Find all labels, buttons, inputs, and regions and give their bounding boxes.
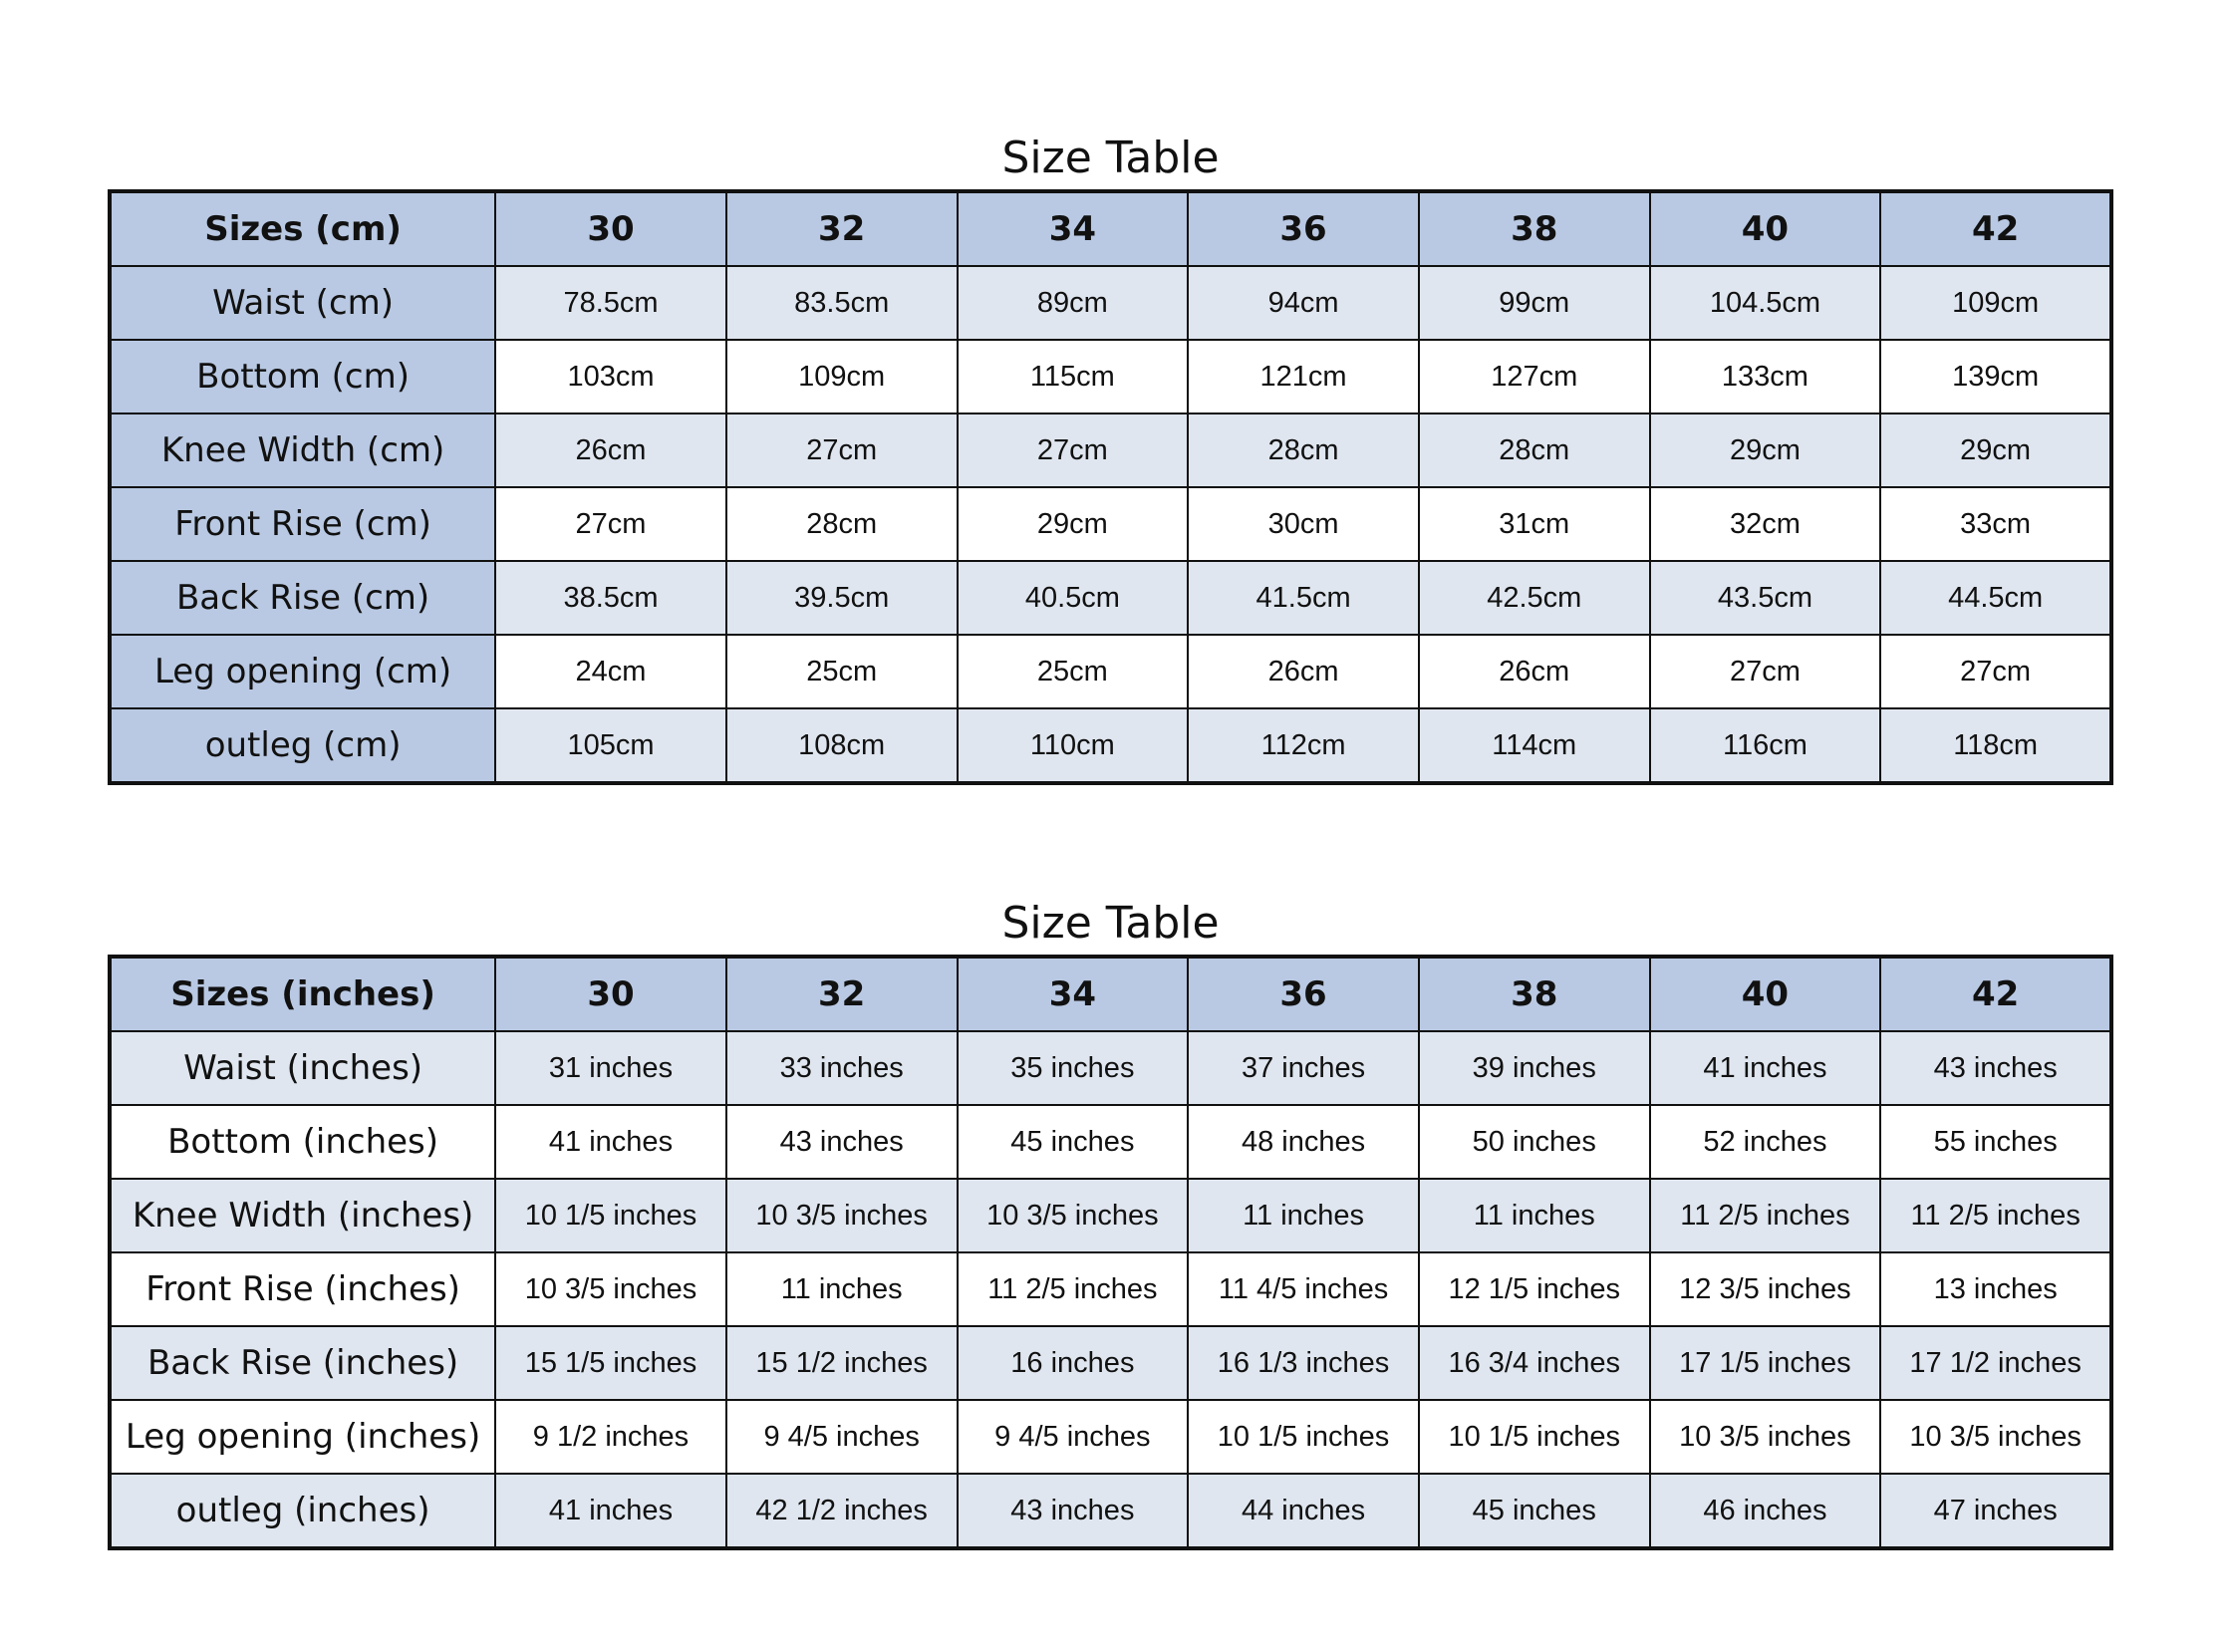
table-cell: 43 inches bbox=[1880, 1031, 2111, 1105]
table-cell: 11 4/5 inches bbox=[1188, 1252, 1419, 1326]
table-cell: 39.5cm bbox=[726, 561, 958, 635]
table-cell: 44.5cm bbox=[1880, 561, 2111, 635]
table-row bbox=[110, 1474, 2111, 1548]
row-label: Leg opening (cm) bbox=[110, 635, 495, 708]
table-cell: 33cm bbox=[1880, 487, 2111, 561]
table-cell: 26cm bbox=[495, 413, 726, 487]
table-title: Size Table bbox=[1001, 898, 1220, 949]
table-row bbox=[110, 1031, 2111, 1105]
table-cell: 24cm bbox=[495, 635, 726, 708]
size-table-inches-section bbox=[108, 893, 2113, 1550]
table-row bbox=[110, 340, 2111, 413]
table-cell: 35 inches bbox=[958, 1031, 1189, 1105]
row-label: Knee Width (cm) bbox=[110, 413, 495, 487]
size-header: 30 bbox=[495, 957, 726, 1031]
table-row bbox=[110, 1179, 2111, 1252]
table-cell: 48 inches bbox=[1188, 1105, 1419, 1179]
table-cell: 10 1/5 inches bbox=[495, 1179, 726, 1252]
table-cell: 45 inches bbox=[1419, 1474, 1650, 1548]
table-cell: 11 2/5 inches bbox=[1880, 1179, 2111, 1252]
table-cell: 11 inches bbox=[1188, 1179, 1419, 1252]
row-label: Back Rise (inches) bbox=[110, 1326, 495, 1400]
corner-header: Sizes (inches) bbox=[110, 957, 495, 1031]
table-cell: 99cm bbox=[1419, 266, 1650, 340]
table-cell: 10 3/5 inches bbox=[726, 1179, 958, 1252]
size-table-inches bbox=[108, 955, 2113, 1550]
table-cell: 17 1/5 inches bbox=[1650, 1326, 1881, 1400]
table-cell: 41 inches bbox=[495, 1474, 726, 1548]
table-row bbox=[110, 561, 2111, 635]
row-label: Front Rise (cm) bbox=[110, 487, 495, 561]
table-cell: 39 inches bbox=[1419, 1031, 1650, 1105]
table-cell: 94cm bbox=[1188, 266, 1419, 340]
table-cell: 41 inches bbox=[495, 1105, 726, 1179]
table-cell: 16 inches bbox=[958, 1326, 1189, 1400]
table-cell: 28cm bbox=[1419, 413, 1650, 487]
table-cell: 11 inches bbox=[726, 1252, 958, 1326]
table-cell: 40.5cm bbox=[958, 561, 1189, 635]
table-cell: 114cm bbox=[1419, 708, 1650, 783]
table-cell: 27cm bbox=[1650, 635, 1881, 708]
table-cell: 28cm bbox=[1188, 413, 1419, 487]
table-cell: 46 inches bbox=[1650, 1474, 1881, 1548]
table-cell: 43 inches bbox=[958, 1474, 1189, 1548]
table-cell: 28cm bbox=[726, 487, 958, 561]
table-cell: 11 2/5 inches bbox=[1650, 1179, 1881, 1252]
table-cell: 15 1/5 inches bbox=[495, 1326, 726, 1400]
size-header: 34 bbox=[958, 191, 1189, 266]
table-cell: 26cm bbox=[1188, 635, 1419, 708]
table-cell: 33 inches bbox=[726, 1031, 958, 1105]
table-row bbox=[110, 1400, 2111, 1474]
row-label: Waist (inches) bbox=[110, 1031, 495, 1105]
table-cell: 115cm bbox=[958, 340, 1189, 413]
table-cell: 44 inches bbox=[1188, 1474, 1419, 1548]
table-cell: 9 1/2 inches bbox=[495, 1400, 726, 1474]
table-cell: 38.5cm bbox=[495, 561, 726, 635]
table-cell: 10 3/5 inches bbox=[1650, 1400, 1881, 1474]
table-row bbox=[110, 1326, 2111, 1400]
table-cell: 43.5cm bbox=[1650, 561, 1881, 635]
table-cell: 12 3/5 inches bbox=[1650, 1252, 1881, 1326]
row-label: Leg opening (inches) bbox=[110, 1400, 495, 1474]
table-cell: 45 inches bbox=[958, 1105, 1189, 1179]
table-cell: 26cm bbox=[1419, 635, 1650, 708]
table-cell: 105cm bbox=[495, 708, 726, 783]
table-cell: 15 1/2 inches bbox=[726, 1326, 958, 1400]
table-row bbox=[110, 708, 2111, 783]
table-cell: 27cm bbox=[726, 413, 958, 487]
table-cell: 9 4/5 inches bbox=[958, 1400, 1189, 1474]
table-cell: 16 3/4 inches bbox=[1419, 1326, 1650, 1400]
table-cell: 78.5cm bbox=[495, 266, 726, 340]
table-cell: 12 1/5 inches bbox=[1419, 1252, 1650, 1326]
table-cell: 25cm bbox=[958, 635, 1189, 708]
table-cell: 118cm bbox=[1880, 708, 2111, 783]
size-header: 34 bbox=[958, 957, 1189, 1031]
table-cell: 29cm bbox=[1880, 413, 2111, 487]
row-label: Bottom (inches) bbox=[110, 1105, 495, 1179]
table-cell: 11 inches bbox=[1419, 1179, 1650, 1252]
table-row bbox=[110, 1252, 2111, 1326]
row-label: Waist (cm) bbox=[110, 266, 495, 340]
table-cell: 27cm bbox=[1880, 635, 2111, 708]
size-header: 40 bbox=[1650, 191, 1881, 266]
table-cell: 108cm bbox=[726, 708, 958, 783]
table-cell: 13 inches bbox=[1880, 1252, 2111, 1326]
size-header: 38 bbox=[1419, 191, 1650, 266]
row-label: Knee Width (inches) bbox=[110, 1179, 495, 1252]
table-row bbox=[110, 1105, 2111, 1179]
size-header: 32 bbox=[726, 191, 958, 266]
table-cell: 109cm bbox=[726, 340, 958, 413]
table-cell: 41 inches bbox=[1650, 1031, 1881, 1105]
table-cell: 27cm bbox=[495, 487, 726, 561]
table-cell: 42 1/2 inches bbox=[726, 1474, 958, 1548]
size-header: 30 bbox=[495, 191, 726, 266]
table-title: Size Table bbox=[1001, 133, 1220, 183]
table-cell: 10 3/5 inches bbox=[1880, 1400, 2111, 1474]
table-cell: 31 inches bbox=[495, 1031, 726, 1105]
header-row bbox=[110, 957, 2111, 1031]
table-cell: 83.5cm bbox=[726, 266, 958, 340]
table-cell: 104.5cm bbox=[1650, 266, 1881, 340]
table-cell: 52 inches bbox=[1650, 1105, 1881, 1179]
size-header: 42 bbox=[1880, 191, 2111, 266]
table-cell: 10 3/5 inches bbox=[958, 1179, 1189, 1252]
row-label: outleg (inches) bbox=[110, 1474, 495, 1548]
table-cell: 25cm bbox=[726, 635, 958, 708]
table-cell: 133cm bbox=[1650, 340, 1881, 413]
table-row bbox=[110, 413, 2111, 487]
table-cell: 103cm bbox=[495, 340, 726, 413]
table-cell: 50 inches bbox=[1419, 1105, 1650, 1179]
table-row bbox=[110, 487, 2111, 561]
size-header: 32 bbox=[726, 957, 958, 1031]
table-cell: 30cm bbox=[1188, 487, 1419, 561]
table-cell: 10 1/5 inches bbox=[1188, 1400, 1419, 1474]
table-cell: 116cm bbox=[1650, 708, 1881, 783]
table-cell: 16 1/3 inches bbox=[1188, 1326, 1419, 1400]
table-row bbox=[110, 635, 2111, 708]
table-cell: 42.5cm bbox=[1419, 561, 1650, 635]
size-header: 40 bbox=[1650, 957, 1881, 1031]
size-header: 36 bbox=[1188, 191, 1419, 266]
table-cell: 11 2/5 inches bbox=[958, 1252, 1189, 1326]
row-label: Front Rise (inches) bbox=[110, 1252, 495, 1326]
size-header: 38 bbox=[1419, 957, 1650, 1031]
size-header: 42 bbox=[1880, 957, 2111, 1031]
row-label: Back Rise (cm) bbox=[110, 561, 495, 635]
table-cell: 47 inches bbox=[1880, 1474, 2111, 1548]
size-table-cm-section bbox=[108, 128, 2113, 785]
table-cell: 29cm bbox=[958, 487, 1189, 561]
table-cell: 17 1/2 inches bbox=[1880, 1326, 2111, 1400]
table-cell: 10 1/5 inches bbox=[1419, 1400, 1650, 1474]
table-cell: 89cm bbox=[958, 266, 1189, 340]
table-cell: 121cm bbox=[1188, 340, 1419, 413]
header-row bbox=[110, 191, 2111, 266]
size-header: 36 bbox=[1188, 957, 1419, 1031]
row-label: Bottom (cm) bbox=[110, 340, 495, 413]
table-cell: 109cm bbox=[1880, 266, 2111, 340]
corner-header: Sizes (cm) bbox=[110, 191, 495, 266]
table-cell: 127cm bbox=[1419, 340, 1650, 413]
table-row bbox=[110, 266, 2111, 340]
table-cell: 37 inches bbox=[1188, 1031, 1419, 1105]
table-cell: 9 4/5 inches bbox=[726, 1400, 958, 1474]
table-cell: 55 inches bbox=[1880, 1105, 2111, 1179]
table-cell: 110cm bbox=[958, 708, 1189, 783]
table-cell: 10 3/5 inches bbox=[495, 1252, 726, 1326]
table-cell: 32cm bbox=[1650, 487, 1881, 561]
table-cell: 112cm bbox=[1188, 708, 1419, 783]
table-cell: 27cm bbox=[958, 413, 1189, 487]
table-cell: 139cm bbox=[1880, 340, 2111, 413]
row-label: outleg (cm) bbox=[110, 708, 495, 783]
size-table-cm bbox=[108, 189, 2113, 785]
table-cell: 43 inches bbox=[726, 1105, 958, 1179]
table-cell: 41.5cm bbox=[1188, 561, 1419, 635]
table-cell: 31cm bbox=[1419, 487, 1650, 561]
table-cell: 29cm bbox=[1650, 413, 1881, 487]
